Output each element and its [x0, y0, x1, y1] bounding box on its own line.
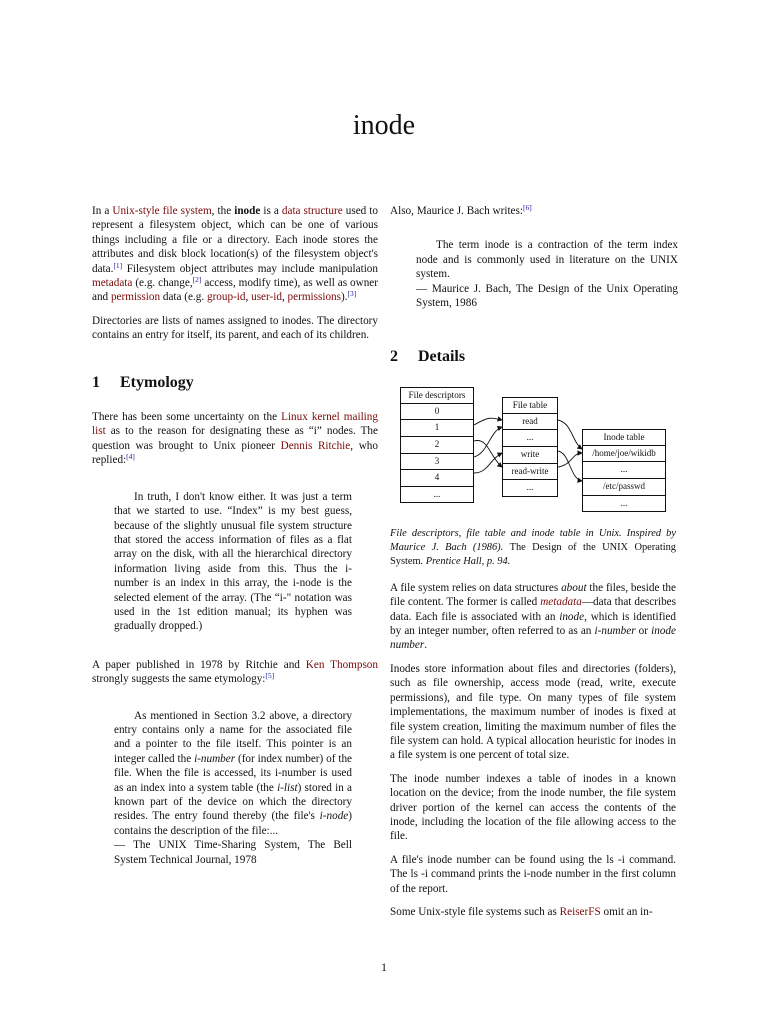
citation-link[interactable]: [3]: [347, 289, 357, 299]
table-title: Inode table: [603, 431, 645, 442]
inline-link[interactable]: metadata: [540, 596, 582, 609]
ritchie-quote: [114, 490, 352, 634]
inline-link[interactable]: permission: [110, 291, 161, 304]
table-cell: read: [503, 413, 557, 430]
section-title: Details: [418, 348, 466, 366]
arrow: [474, 440, 502, 467]
directories-paragraph: Directories are lists of names assigned to inodes. The directory contains an entry for itself, its parent, and each of its children.: [92, 314, 378, 342]
paper-paragraph: A paper published in 1978 by Ritchie and Ken Thompson strongly suggests the same etymology:[5]: [92, 658, 378, 686]
inode-diagram: [390, 387, 676, 517]
table-title: File descriptors: [408, 389, 466, 400]
inline-link[interactable]: data structure: [281, 205, 343, 217]
right-column: [390, 204, 676, 928]
arrow: [474, 418, 502, 425]
citation-link[interactable]: [5]: [265, 671, 275, 681]
table-cell: read-write: [503, 463, 557, 480]
inline-link[interactable]: metadata: [92, 277, 133, 290]
table-cell: ...: [503, 429, 557, 446]
section-heading-details: [390, 350, 676, 364]
table-cell: write: [503, 446, 557, 463]
figure-caption: File descriptors, file table and inode table in Unix. Inspired by Maurice J. Bach (1986). The Design of the UNIX Operating System. Prentice Hall, p. 94.: [390, 527, 676, 567]
table-cell: 4: [401, 469, 473, 486]
italic-term: inode number: [390, 625, 676, 652]
table-cell: 1: [401, 419, 473, 436]
page-number: 1: [381, 960, 387, 974]
italic-term: about: [561, 581, 587, 594]
table-cell: ...: [503, 479, 557, 496]
italic-term: i-number: [594, 625, 636, 638]
inline-link[interactable]: ReiserFS: [559, 905, 601, 918]
quote-text: In truth, I don't know either. It was just a term that we started to use. “Index” is my best guess, because of the slightly unusual file system structure that stored the access information of files as a flat array on the disk, with all the hierarchical directory information living aside from this. Thus the i-number is an index in this array, the i-node is the selected element of the array. (The “i-" notation was used in the 1st edition manual; its hyphen was gradually dropped.): [114, 490, 352, 633]
page-title: inode: [352, 110, 416, 141]
quote-attribution: — The UNIX Time-Sharing System, The Bell System Technical Journal, 1978: [114, 839, 352, 866]
italic-term: inode: [559, 610, 585, 623]
bach-quote: [416, 238, 678, 310]
inline-link[interactable]: Unix-style file system: [112, 205, 212, 217]
citation-link[interactable]: [6]: [522, 203, 532, 212]
book-title: The Design of the UNIX Operating System: [390, 541, 676, 567]
details-paragraph-2: Inodes store information about files and directories (folders), such as file ownership, access mode (read, write, execute permissions), and file type. On many types of file system implementations, the maximum number of inodes is fixed at file system creation, limiting the maximum number of files the file system can hold. A typical allocation heuristic for inodes in a file system is one percent of total size.: [390, 662, 676, 762]
left-column: [92, 204, 378, 877]
details-paragraph-3: The inode number indexes a table of inodes in a known location on the device; from the inode number, the file system driver portion of the kernel can access the contents of the inode, including the location of the file allowing access to the file.: [390, 772, 676, 843]
citation-link[interactable]: [1]: [113, 260, 123, 270]
quote-attribution: — Maurice J. Bach, The Design of the Unix Operating System, 1986: [416, 282, 678, 310]
inline-link[interactable]: Dennis Ritchie: [280, 439, 351, 452]
bach-intro: Also, Maurice J. Bach writes:[6]: [390, 203, 532, 217]
quote-text: The term inode is a contraction of the term index node and is commonly used in literature on the UNIX system.: [416, 239, 678, 281]
citation-link[interactable]: [2]: [192, 275, 202, 285]
section-number: 1: [92, 373, 100, 391]
arrow: [474, 427, 502, 457]
table-cell: ...: [401, 486, 473, 503]
quote-text: As mentioned in Section 3.2 above, a directory entry contains only a name for the associated file and a pointer to the file itself. This pointer is an integer called the i-number (for index number) of the file. When the file is accessed, its i-number is used as an index into a system table (the i-list) stored in a known part of the device on which the directory resides. The entry found thereby (the file's i-node) contains the description of the file:...: [114, 709, 353, 837]
table-cell: /home/joe/wikidb: [583, 445, 665, 462]
bold-term: inode: [234, 205, 261, 217]
diagram-arrows: [390, 387, 676, 517]
details-paragraph-1: A file system relies on data structures about the files, beside the file content. The former is called metadata—data that describes data. Each file is associated with an inode, which is identified by an integer number, often referred to as an i-number or inode number.: [390, 581, 676, 652]
intro-paragraph: In a Unix-style file system, the inode is a data structure used to represent a filesystem object, which can be one of various things including a file or a directory. Each inode stores the attributes and disk block location(s) of the filesystem object's data.[1] Filesystem object attributes may include manipulation metadata (e.g. change,[2] access, modify time), as well as owner and permission data (e.g. group-id, user-id, permissions).[3]: [92, 205, 378, 304]
italic-term: i-number: [194, 752, 236, 765]
table-cell: 2: [401, 436, 473, 453]
section-heading-etymology: [92, 373, 378, 391]
table-cell: /etc/passwd: [583, 478, 665, 495]
inline-link[interactable]: permissions: [287, 291, 341, 304]
table-cell: ...: [583, 495, 665, 512]
table-title: File table: [512, 399, 548, 410]
inline-link[interactable]: user-id: [251, 291, 282, 304]
arrow: [558, 420, 582, 449]
etymology-paragraph: There has been some uncertainty on the Linux kernel mailing list as to the reason for designating these as “i” nodes. The question was brought to Unix pioneer Dennis Ritchie, who replied:[4]: [92, 411, 378, 467]
italic-term: i-list: [277, 781, 298, 794]
inline-link[interactable]: group-id: [206, 291, 246, 304]
details-paragraph-5: Some Unix-style file systems such as ReiserFS omit an in-: [390, 905, 653, 918]
italic-term: i-node: [319, 810, 349, 823]
section-number: 2: [390, 348, 398, 366]
inline-link[interactable]: Ken Thompson: [305, 658, 378, 671]
section-title: Etymology: [120, 373, 194, 391]
details-paragraph-4: A file's inode number can be found using the ls -i command. The ls -i command prints the i-node number in the first column of the report.: [390, 853, 676, 895]
bell-quote: [114, 709, 352, 867]
citation-link[interactable]: [4]: [126, 452, 135, 462]
table-cell: 3: [401, 453, 473, 470]
table-cell: 0: [401, 403, 473, 420]
inline-link[interactable]: Linux kernel mailing list: [92, 411, 378, 438]
table-cell: ...: [583, 461, 665, 478]
